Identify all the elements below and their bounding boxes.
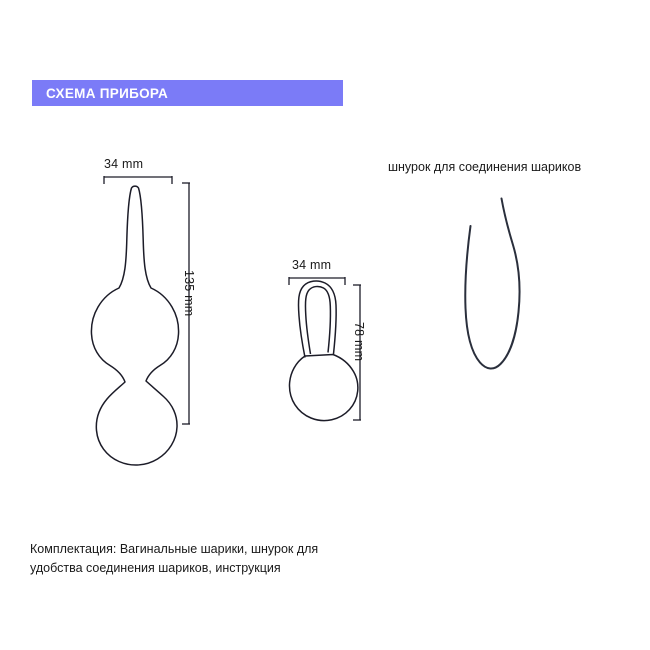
left-figure-width-label: 34 mm	[104, 157, 144, 171]
package-contents-description	[30, 540, 380, 578]
middle-width-dimension-bracket	[289, 277, 345, 285]
page-title: СХЕМА ПРИБОРА	[46, 85, 169, 101]
middle-figure-height-label: 78 mm	[352, 322, 366, 362]
left-figure-height-label: 135 mm	[182, 270, 196, 317]
contents-line-1: Комплектация: Вагинальные шарики, шнурок для	[30, 542, 319, 556]
figure-middle-single-ball	[289, 281, 357, 421]
middle-cord-outer	[298, 281, 336, 358]
middle-cord-inner	[305, 286, 330, 354]
right-cord-outline	[465, 199, 519, 369]
figure-left-double-ball	[91, 186, 178, 465]
middle-figure-width-label: 34 mm	[292, 258, 332, 272]
figure-right-cord	[465, 199, 519, 369]
section-header-bar	[32, 80, 343, 106]
cord-caption-label: шнурок для соединения шариков	[388, 160, 582, 174]
middle-ball-outline	[289, 355, 357, 421]
left-device-outline	[91, 186, 178, 465]
contents-line-2: удобства соединения шариков, инструкция	[30, 561, 281, 575]
left-width-dimension-bracket	[104, 176, 172, 184]
